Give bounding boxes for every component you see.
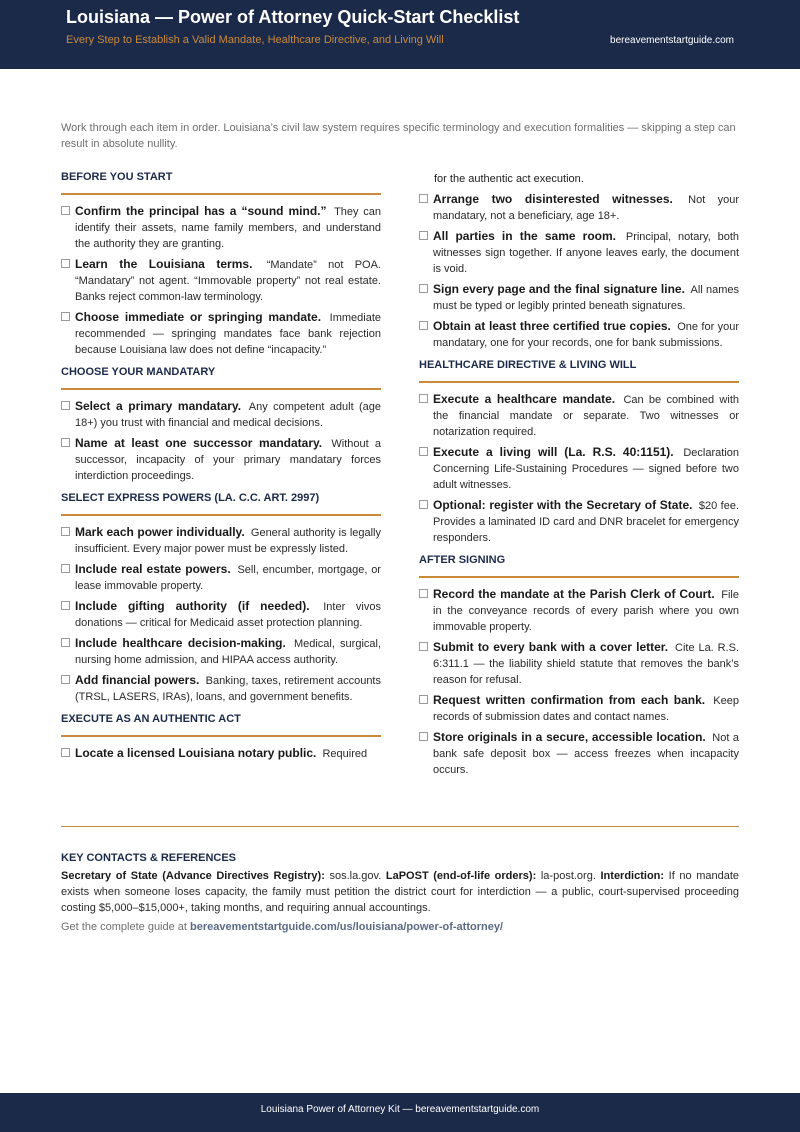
item-description: Cite La. R.S. 6:311.1 — the liability shield statute that removes the bank’s reason for refusal.	[433, 642, 740, 686]
item-text	[433, 228, 739, 277]
checklist-section-continued	[419, 191, 739, 351]
checkbox[interactable]	[419, 500, 428, 509]
checkbox[interactable]	[61, 438, 70, 447]
item-title: Optional: register with the Secretary of State.	[433, 498, 693, 512]
item-text	[75, 435, 381, 484]
item-text	[433, 639, 739, 688]
checklist-section-select-express-powers-la-c-c-art-2997	[61, 492, 381, 705]
checklist-item	[61, 309, 381, 358]
checkbox[interactable]	[419, 695, 428, 704]
section-heading: HEALTHCARE DIRECTIVE & LIVING WILL	[419, 359, 739, 383]
checklist-item	[419, 281, 739, 314]
item-description: Principal, notary, both witnesses sign together. If anyone leaves early, the document is void.	[433, 231, 740, 275]
sos-link[interactable]: sos.la.gov.	[329, 870, 382, 882]
checklist-item	[61, 256, 381, 305]
item-text	[75, 598, 381, 631]
item-text	[433, 444, 739, 493]
checklist-item	[419, 639, 739, 688]
checklist-item	[61, 435, 381, 484]
item-description: Inter vivos donations — critical for Medicaid asset protection planning.	[75, 601, 381, 629]
section-heading: EXECUTE AS AN AUTHENTIC ACT	[61, 713, 381, 737]
left-column	[61, 171, 381, 770]
checklist-item	[61, 203, 381, 252]
section-heading: BEFORE YOU START	[61, 171, 381, 195]
section-heading: CHOOSE YOUR MANDATARY	[61, 366, 381, 390]
checkbox[interactable]	[419, 321, 428, 330]
continuation-text: for the authentic act execution.	[434, 173, 584, 185]
item-title: Locate a licensed Louisiana notary public.	[75, 746, 317, 760]
item-description: General authority is legally insufficient. Every major power must be expressly listed.	[75, 527, 382, 555]
item-description: Without a successor, incapacity of your primary mandatary forces interdiction proceedings.	[75, 438, 382, 482]
checkbox[interactable]	[61, 527, 70, 536]
item-text	[75, 672, 381, 705]
lapost-link[interactable]: la-post.org.	[540, 870, 596, 882]
checkbox[interactable]	[61, 638, 70, 647]
intro-text: Work through each item in order. Louisiana’s civil law system requires specific terminology and execution formalities — skipping a step can result in absolute nullity.	[61, 122, 736, 150]
item-text	[433, 729, 739, 778]
item-text	[75, 745, 381, 762]
item-text	[75, 635, 381, 668]
checklist-item	[419, 228, 739, 277]
checkbox[interactable]	[61, 675, 70, 684]
item-text	[433, 497, 739, 546]
item-title: Learn the Louisiana terms.	[75, 257, 253, 271]
checkbox[interactable]	[61, 748, 70, 757]
item-description: Keep records of submission dates and contact names.	[433, 695, 739, 723]
item-title: Execute a living will (La. R.S. 40:1151).	[433, 445, 674, 459]
page-subtitle: Every Step to Establish a Valid Mandate, Healthcare Directive, and Living Will	[66, 34, 444, 46]
checkbox[interactable]	[419, 231, 428, 240]
checkbox[interactable]	[61, 206, 70, 215]
item-title: Choose immediate or springing mandate.	[75, 310, 322, 324]
checklist-item	[419, 729, 739, 778]
checkbox[interactable]	[61, 601, 70, 610]
item-description: Banking, taxes, retirement accounts (TRSL, LASERS, IRAs), loans, and government benefits.	[75, 675, 381, 703]
checklist-section-healthcare-directive-living-will	[419, 359, 739, 546]
item-title: Include real estate powers.	[75, 562, 231, 576]
item-title: Sign every page and the final signature line.	[433, 282, 685, 296]
checkbox[interactable]	[61, 564, 70, 573]
item-title: Name at least one successor mandatary.	[75, 436, 323, 450]
item-description: Immediate recommended — springing mandates face bank rejection because Louisiana law does not define “incapacity.”	[75, 312, 381, 356]
checkbox[interactable]	[61, 259, 70, 268]
item-description: All names must be typed or legibly printed beneath signatures.	[433, 284, 740, 312]
checkbox[interactable]	[61, 312, 70, 321]
item-description: Not a bank safe deposit box — access freezes when incapacity occurs.	[433, 732, 739, 776]
checklist-item	[61, 524, 381, 557]
checklist-item	[419, 692, 739, 725]
item-title: Store originals in a secure, accessible location.	[433, 730, 706, 744]
checklist-section-before-you-start	[61, 171, 381, 358]
item-title: Include healthcare decision-making.	[75, 636, 286, 650]
item-description: File in the conveyance records of every parish where you own immovable property.	[433, 589, 739, 633]
item-text	[75, 398, 381, 431]
page-footer	[0, 1093, 800, 1132]
item-text	[75, 203, 381, 252]
checklist-item	[419, 318, 739, 351]
item-description: Declaration Concerning Life-Sustaining Procedures — signed before two adult witnesses.	[433, 447, 739, 491]
checkbox[interactable]	[419, 642, 428, 651]
item-description: Not your mandatary, not a beneficiary, age 18+.	[433, 194, 740, 222]
right-column	[419, 171, 739, 786]
checklist-item	[61, 561, 381, 594]
item-description: “Mandate” not POA. “Mandatary” not agent. “Immovable property” not real estate. Banks reject common-law terminology.	[75, 259, 381, 303]
item-title: Request written confirmation from each bank.	[433, 693, 706, 707]
references-body	[61, 868, 739, 916]
item-title: Arrange two disinterested witnesses.	[433, 192, 673, 206]
checklist-section-choose-your-mandatary	[61, 366, 381, 484]
checklist-item	[419, 497, 739, 546]
checklist-section-execute-as-an-authentic-act	[61, 713, 381, 762]
item-title: Select a primary mandatary.	[75, 399, 242, 413]
guide-link[interactable]: bereavementstartguide.com/us/louisiana/power-of-attorney/	[190, 921, 503, 933]
item-text	[75, 309, 381, 358]
references-heading: KEY CONTACTS & REFERENCES	[61, 852, 237, 864]
item-title: Obtain at least three certified true copies.	[433, 319, 671, 333]
item-text	[433, 692, 739, 725]
checkbox[interactable]	[419, 447, 428, 456]
item-description: Sell, encumber, mortgage, or lease immovable property.	[75, 564, 381, 592]
page-title: Louisiana — Power of Attorney Quick-Start Checklist	[66, 7, 520, 27]
item-text	[433, 318, 739, 351]
item-title: Mark each power individually.	[75, 525, 245, 539]
checkbox[interactable]	[419, 194, 428, 203]
item-title: Add financial powers.	[75, 673, 200, 687]
item-description: Required	[322, 748, 368, 760]
checklist-item	[61, 672, 381, 705]
checkbox[interactable]	[419, 394, 428, 403]
item-description: They can identify their assets, name family members, and understand the authority they are granting.	[75, 206, 382, 250]
checkbox[interactable]	[419, 732, 428, 741]
item-text	[75, 256, 381, 305]
guide-prefix: Get the complete guide at	[61, 921, 187, 933]
item-text	[75, 524, 381, 557]
checklist-item	[61, 598, 381, 631]
footer-text: Louisiana Power of Attorney Kit — bereavementstartguide.com	[260, 1104, 540, 1115]
item-description: Any competent adult (age 18+) you trust with financial and medical decisions.	[75, 401, 382, 429]
item-text	[433, 191, 739, 224]
checklist-item	[419, 191, 739, 224]
header-site-link[interactable]: bereavementstartguide.com	[610, 35, 734, 46]
section-heading: AFTER SIGNING	[419, 554, 739, 578]
section-divider	[61, 826, 739, 827]
references-section	[61, 852, 739, 933]
item-text	[433, 391, 739, 440]
checklist-item	[419, 444, 739, 493]
lapost-label: LaPOST (end-of-life orders):	[385, 870, 537, 882]
checkbox[interactable]	[419, 589, 428, 598]
item-description: One for your mandatary, one for your records, one for bank submissions.	[433, 321, 739, 349]
checklist-item	[419, 391, 739, 440]
page-header	[0, 0, 800, 69]
checklist-item	[419, 586, 739, 635]
item-title: Execute a healthcare mandate.	[433, 392, 616, 406]
interdiction-text: If no mandate exists when someone loses capacity, the family must petition the district court for interdiction — a public, court-supervised proceeding costing $5,000–$15,000+, taking months, and requiring annual accountings.	[61, 870, 740, 914]
item-description: Can be combined with the financial mandate or separate. Two witnesses or notarization required.	[433, 394, 739, 438]
item-description: $20 fee. Provides a laminated ID card and DNR bracelet for emergency responders.	[433, 500, 739, 544]
sos-label: Secretary of State (Advance Directives Registry):	[61, 870, 325, 882]
guide-line	[61, 921, 739, 933]
item-title: Submit to every bank with a cover letter.	[433, 640, 669, 654]
checkbox[interactable]	[419, 284, 428, 293]
checkbox[interactable]	[61, 401, 70, 410]
item-description: Medical, surgical, nursing home admission, and HIPAA access authority.	[75, 638, 381, 666]
item-text	[433, 586, 739, 635]
checklist-section-after-signing	[419, 554, 739, 778]
checklist-item	[61, 398, 381, 431]
item-text	[75, 561, 381, 594]
checklist-item	[61, 635, 381, 668]
checklist-item	[61, 745, 381, 762]
item-title: Record the mandate at the Parish Clerk of Court.	[433, 587, 715, 601]
item-title: Confirm the principal has a “sound mind.”	[75, 204, 327, 218]
interdiction-label: Interdiction:	[600, 870, 665, 882]
item-title: Include gifting authority (if needed).	[75, 599, 310, 613]
item-text	[433, 281, 739, 314]
item-title: All parties in the same room.	[433, 229, 616, 243]
section-heading: SELECT EXPRESS POWERS (LA. C.C. ART. 2997)	[61, 492, 381, 516]
